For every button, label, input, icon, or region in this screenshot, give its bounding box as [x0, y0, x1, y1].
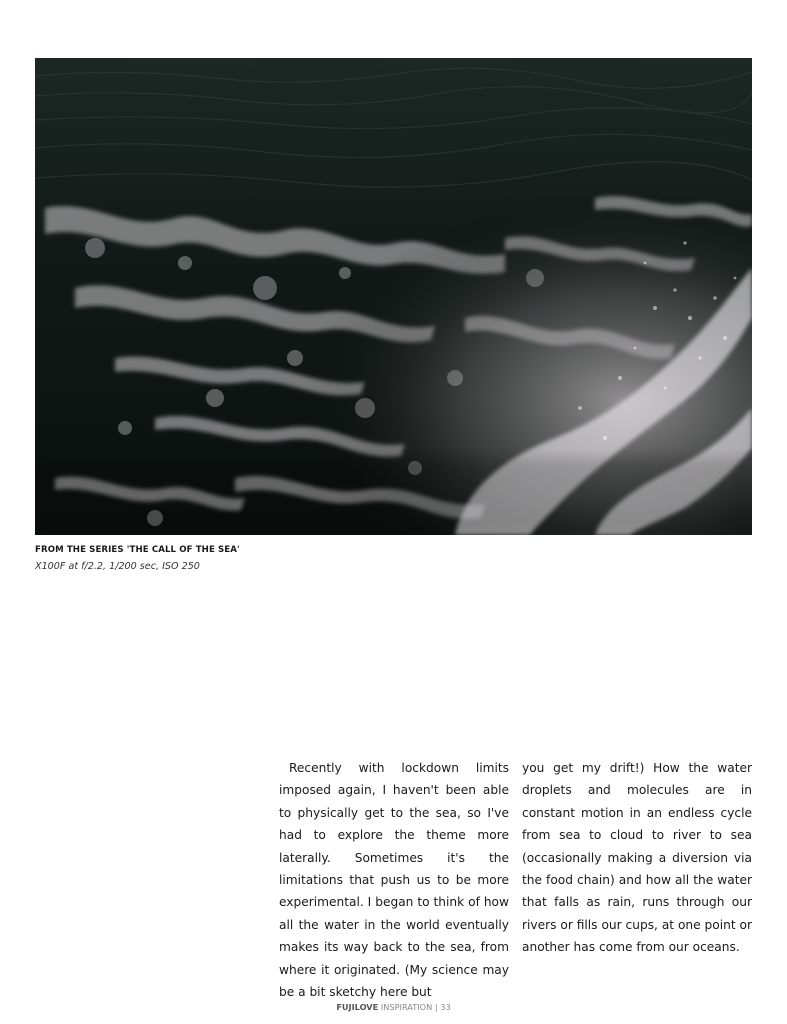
page-number: 33 — [440, 1002, 451, 1012]
article-column-left — [279, 757, 509, 1003]
footer-brand: FUJILOVE — [336, 1002, 379, 1012]
footer-section: INSPIRATION — [380, 1002, 433, 1012]
photo-caption-exif: X100F at f/2.2, 1/200 sec, ISO 250 — [35, 561, 200, 572]
sea-photo — [35, 58, 752, 535]
page-footer — [0, 1002, 787, 1012]
article-column-right — [522, 757, 752, 959]
article-paragraph-continued: you get my drift!) How the water droplets and molecules are in constant motion in an endless cycle from sea to cloud to river to sea (occasionally making a diversion via the food chain) and how all the water that falls as rain, runs through our rivers or fills our cups, at one point or another has come from our oceans. — [522, 761, 752, 955]
photo-caption-title: FROM THE SERIES 'THE CALL OF THE SEA' — [35, 545, 240, 555]
article-paragraph: Recently with lockdown limits imposed again, I haven't been able to physically get to the sea, so I've had to explore the theme more laterally. Sometimes it's the limitations that push us to be more experimental. I began to think of how all the water in the world eventually makes its way back to the sea, from where it originated. (My science may be a bit sketchy here but — [279, 761, 509, 1000]
sea-photo-graphic — [35, 58, 752, 535]
footer-separator: | — [434, 1002, 438, 1012]
